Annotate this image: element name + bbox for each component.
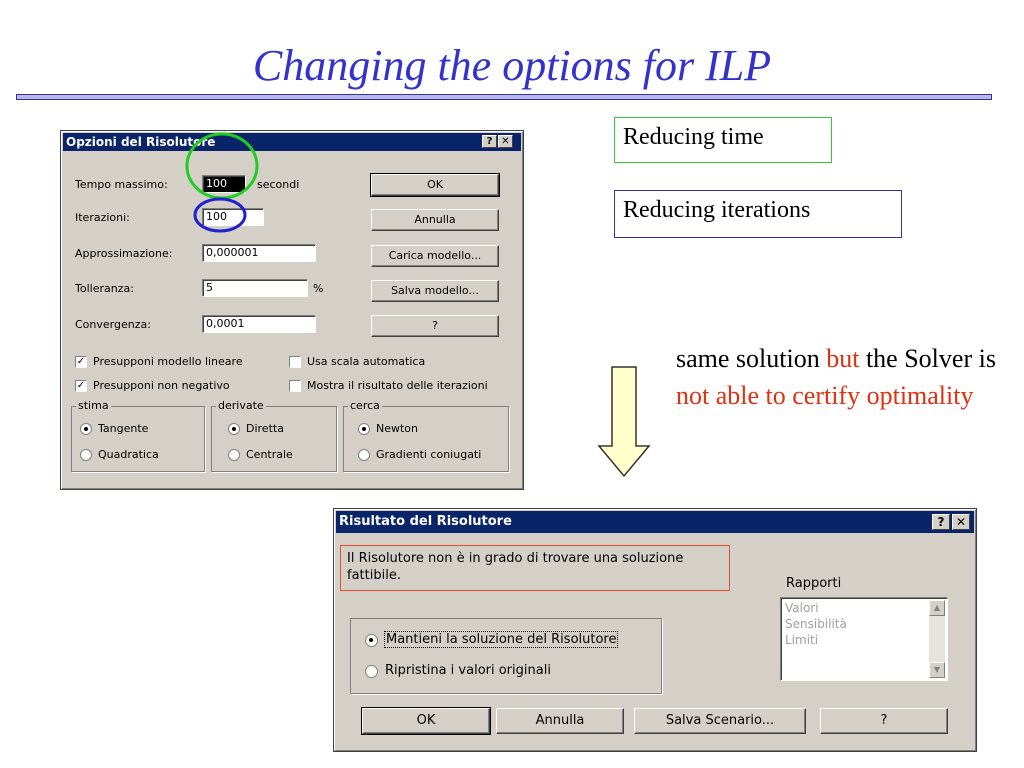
- tempo-label: Tempo massimo:: [75, 178, 168, 191]
- reports-label: Rapporti: [786, 576, 842, 591]
- centrale-label: Centrale: [246, 448, 293, 461]
- gradienti-label: Gradienti coniugati: [376, 448, 482, 461]
- result-help-button[interactable]: ?: [820, 708, 948, 734]
- keep-solution-radio[interactable]: [365, 634, 378, 647]
- time-highlight-circle: [187, 134, 257, 198]
- derivate-group-label: derivate: [218, 399, 264, 412]
- help-button[interactable]: ?: [371, 315, 499, 337]
- stima-group-label: stima: [78, 399, 109, 412]
- restore-values-radio[interactable]: [365, 665, 378, 678]
- ok-button[interactable]: OK: [371, 174, 499, 196]
- result-close-icon[interactable]: ✕: [952, 514, 970, 530]
- toll-input[interactable]: 5: [202, 279, 308, 297]
- appr-input[interactable]: 0,000001: [202, 244, 316, 262]
- load-model-button[interactable]: Carica modello...: [371, 245, 499, 267]
- result-ok-button[interactable]: OK: [362, 708, 490, 734]
- showiter-label: Mostra il risultato delle iterazioni: [307, 379, 488, 392]
- slide-title: Changing the options for ILP: [252, 41, 772, 90]
- restore-values-label: Ripristina i valori originali: [385, 663, 551, 678]
- note-part-4: not able to certify optimality: [676, 381, 974, 410]
- keep-solution-label: Mantieni la soluzione del Risolutore: [386, 632, 617, 647]
- solver-result-dialog: [333, 508, 977, 752]
- tempo-unit: secondi: [257, 178, 300, 191]
- linear-label: Presupponi modello lineare: [93, 355, 243, 368]
- keep-restore-group: [350, 618, 662, 694]
- cancel-button[interactable]: Annulla: [371, 209, 499, 231]
- result-cancel-button[interactable]: Annulla: [496, 708, 624, 734]
- result-dialog-title: Risultato del Risolutore: [336, 511, 974, 533]
- result-help-title-button[interactable]: ?: [932, 514, 950, 530]
- report-item[interactable]: Valori: [785, 601, 819, 615]
- result-message: Il Risolutore non è in grado di trovare una soluzione fattibile.: [340, 545, 730, 591]
- iter-input[interactable]: 100: [202, 208, 264, 226]
- result-note: [676, 340, 1016, 414]
- note-part-3: the Solver is: [859, 344, 996, 373]
- conv-label: Convergenza:: [75, 318, 151, 331]
- nonneg-checkbox[interactable]: ✓: [76, 380, 86, 391]
- note-part-1: same solution: [676, 344, 827, 373]
- nonneg-label: Presupponi non negativo: [93, 379, 230, 392]
- conv-input[interactable]: 0,0001: [202, 315, 316, 333]
- save-model-button[interactable]: Salva modello...: [371, 280, 499, 302]
- linear-checkbox[interactable]: ✓: [76, 356, 86, 367]
- reports-scrollbar[interactable]: [929, 600, 945, 678]
- appr-label: Approssimazione:: [75, 247, 173, 260]
- note-part-2: but: [826, 344, 860, 373]
- scroll-down-icon[interactable]: ▼: [929, 662, 945, 678]
- reducing-iterations-callout: Reducing iterations: [614, 190, 902, 238]
- autoscale-label: Usa scala automatica: [307, 355, 426, 368]
- report-item[interactable]: Limiti: [785, 633, 819, 647]
- quadratica-label: Quadratica: [98, 448, 159, 461]
- reports-listbox[interactable]: [780, 597, 948, 681]
- options-dialog-title: Opzioni del Risolutore: [63, 133, 521, 151]
- report-item[interactable]: Sensibilità: [785, 617, 847, 631]
- down-arrow-icon: [597, 366, 651, 478]
- tangente-label: Tangente: [98, 422, 149, 435]
- toll-unit: %: [313, 282, 324, 295]
- diretta-label: Diretta: [246, 422, 284, 435]
- scroll-up-icon[interactable]: ▲: [929, 600, 945, 616]
- iter-label: Iterazioni:: [75, 211, 130, 224]
- toll-label: Tolleranza:: [75, 282, 134, 295]
- help-title-button[interactable]: ?: [482, 135, 497, 148]
- newton-label: Newton: [376, 422, 419, 435]
- save-scenario-button[interactable]: Salva Scenario...: [634, 708, 806, 734]
- close-icon[interactable]: ✕: [498, 135, 513, 148]
- cerca-group-label: cerca: [350, 399, 380, 412]
- reducing-time-callout: Reducing time: [614, 117, 832, 163]
- iter-highlight-circle: [195, 199, 245, 231]
- tempo-input[interactable]: 100: [202, 175, 246, 193]
